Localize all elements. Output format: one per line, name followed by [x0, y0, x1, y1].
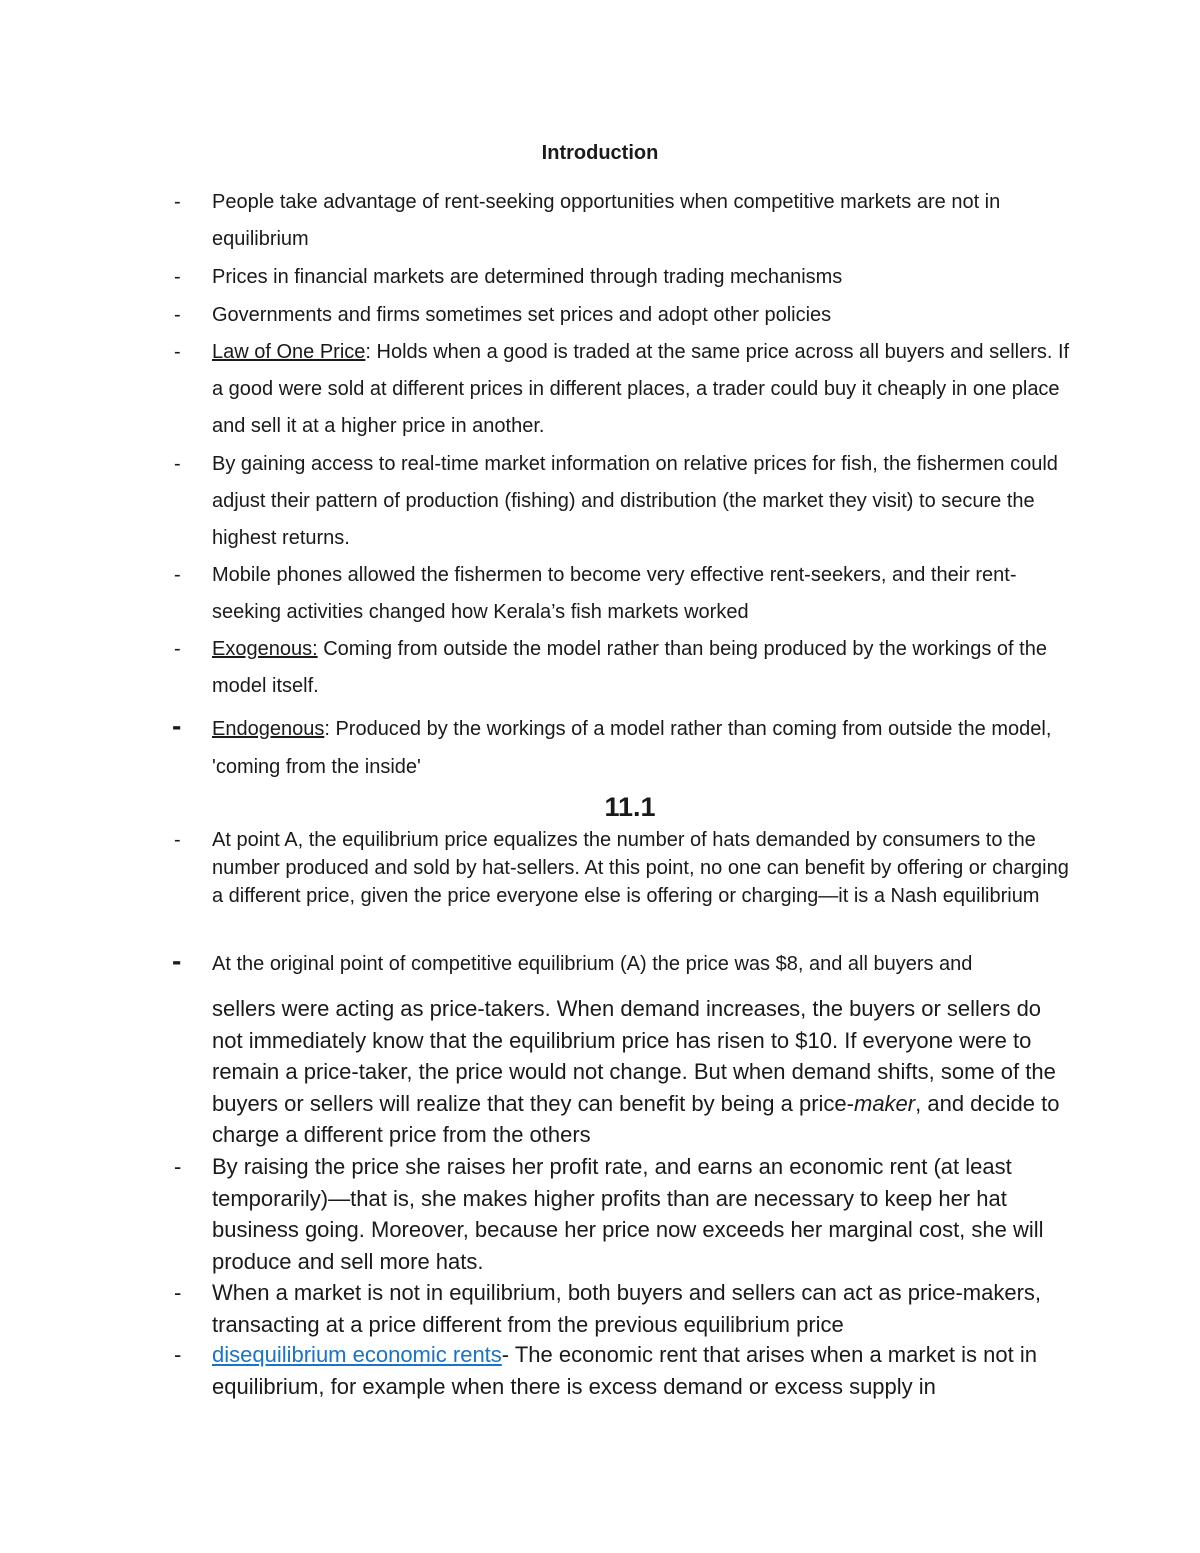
list-item [174, 1339, 1072, 1402]
definition-text: Coming from outside the model rather than being produced by the workings of the model itself. [212, 638, 1047, 697]
bullet-dash: - [174, 638, 181, 660]
bullet-dash: - [174, 1154, 182, 1179]
bullet-dash: - [174, 1342, 182, 1367]
list-item [174, 631, 1072, 705]
list-item [174, 826, 1072, 910]
bullet-dash: - [174, 829, 181, 851]
section-heading: 11.1 [604, 792, 656, 822]
bullet-dash: - [174, 304, 181, 326]
list-item-text: By raising the price she raises her profit rate, and earns an economic rent (at least temporarily)—that is, she makes higher profits than are necessary to keep her hat business going. Moreover, because her price now exceeds her marginal cost, she will produce and sell more hats. [212, 1154, 1044, 1274]
list-item-text: Governments and firms sometimes set prices and adopt other policies [212, 304, 832, 326]
list-item-first-line: At the original point of competitive equilibrium (A) the price was $8, and all buyers and [212, 953, 973, 975]
list-item [174, 334, 1072, 445]
list-item-text: Mobile phones allowed the fishermen to become very effective rent-seekers, and their rent-seeking activities changed how Kerala’s fish markets worked [212, 564, 1017, 623]
list-item-text: By gaining access to real-time market information on relative prices for fish, the fishermen could adjust their pattern of production (fishing) and distribution (the market they visit) to secure the highest returns. [212, 453, 1058, 549]
definition-text: : Produced by the workings of a model rather than coming from outside the model, 'coming from the inside' [212, 718, 1052, 778]
list-item-text-end: , and decide to charge a different price from the others [212, 1090, 1060, 1147]
list-item-text: People take advantage of rent-seeking opportunities when competitive markets are not in equilibrium [212, 191, 1001, 250]
definition-term: Law of One Price [212, 341, 366, 363]
bullet-dash: - [174, 453, 181, 475]
italic-text: maker [854, 1090, 916, 1116]
list-item [172, 945, 1072, 978]
definition-term: Endogenous [212, 718, 325, 740]
list-item [174, 1151, 1072, 1277]
bullet-dash: - [174, 191, 181, 213]
list-item [174, 259, 1072, 296]
bullet-dash: - [172, 945, 182, 976]
list-item-text: At point A, the equilibrium price equalizes the number of hats demanded by consumers to the number produced and sold by hat-sellers. At this point, no one can benefit by offering or charging a different price, given the price everyone else is offering or charging—it is a Nash equilibrium [212, 829, 1069, 907]
bullet-dash: - [174, 341, 181, 363]
list-item [174, 297, 1072, 334]
glossary-link[interactable]: disequilibrium economic rents [212, 1342, 502, 1367]
list-item [174, 1277, 1072, 1340]
list-item-text: Prices in financial markets are determined through trading mechanisms [212, 266, 843, 288]
list-item-text: sellers were acting as price-takers. When demand increases, the buyers or sellers do not immediately know that the equilibrium price has risen to $10. If everyone were to remain a price-taker, the price would not change. But when demand shifts, some of the buyers or sellers will realize that they can benefit by being a price- [212, 996, 1056, 1116]
page-title: Introduction [541, 142, 659, 164]
list-item [174, 557, 1072, 631]
definition-text: - The economic rent that arises when a market is not in equilibrium, for example when there is excess demand or excess supply in [212, 1342, 1037, 1399]
bullet-dash: - [172, 710, 182, 741]
bullet-dash: - [174, 266, 181, 288]
list-item-text: When a market is not in equilibrium, both buyers and sellers can act as price-makers, transacting at a price different from the previous equilibrium price [212, 1280, 1042, 1337]
list-item-continuation [212, 993, 1072, 1151]
definition-term: Exogenous: [212, 638, 318, 660]
bullet-dash: - [174, 564, 181, 586]
bullet-dash: - [174, 1280, 182, 1305]
list-item [172, 710, 1072, 786]
list-item [174, 446, 1072, 557]
list-item [174, 184, 1072, 258]
definition-text: : Holds when a good is traded at the same price across all buyers and sellers. If a good were sold at different prices in different places, a trader could buy it cheaply in one place and sell it at a higher price in another. [212, 341, 1070, 437]
